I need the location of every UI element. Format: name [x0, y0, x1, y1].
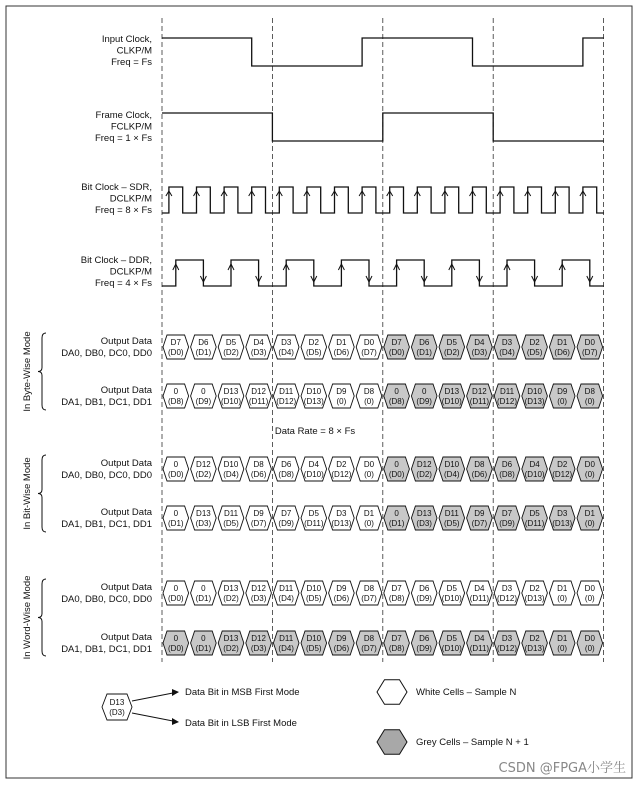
bit-clock-ddr-label: Freq = 4 × Fs — [94, 278, 152, 289]
bit-row-b-cell-top: D1 — [584, 509, 595, 518]
word-row-a-cell-bottom: (D12) — [496, 594, 518, 603]
word-row-a-cell-top: D4 — [474, 584, 485, 593]
byte-row-b-cell-bottom: (D9) — [416, 397, 432, 406]
bit-row-b-cell-top: D11 — [223, 509, 239, 518]
bit-row-a-cell-bottom: (D10) — [303, 470, 324, 479]
word-row-b-cell-bottom: (D2) — [223, 644, 239, 653]
byte-row-b-cell-bottom: (D8) — [388, 397, 405, 406]
word-row-b-cell-top: D6 — [419, 634, 430, 643]
byte-row-b-cell-bottom: (0) — [364, 397, 374, 406]
bit-row-a-cell-bottom: (D12) — [331, 470, 352, 479]
byte-row-a-cell-bottom: (D5) — [306, 348, 322, 357]
word-row-a-cell-bottom: (D3) — [250, 594, 267, 603]
bit-row-b-cell-bottom: (D1) — [168, 519, 184, 528]
input-clock-label: Input Clock, — [101, 34, 152, 45]
byte-row-b-cell-bottom: (D10) — [220, 397, 242, 406]
word-row-b-cell-bottom: (D12) — [496, 644, 518, 653]
word-row-a-cell-top: D3 — [501, 584, 513, 593]
word-row-a-cell-bottom: (0) — [584, 594, 595, 603]
frame-clock-label: Freq = 1 × Fs — [94, 133, 152, 144]
byte-row-a-cell-top: D4 — [474, 338, 485, 347]
bit-row-b-cell-bottom: (D13) — [552, 519, 573, 528]
byte-row-a-cell-bottom: (D6) — [554, 348, 570, 357]
white-legend-text: White Cells – Sample N — [416, 687, 517, 698]
byte-row-a-cell-top: D6 — [419, 338, 430, 347]
byte-row-a-cell-top: D5 — [225, 338, 237, 347]
byte-row-b-cell-top: D13 — [223, 387, 239, 396]
byte-row-a-cell-bottom: (D0) — [168, 348, 184, 357]
word-row-a-cell-top: D13 — [223, 584, 239, 593]
bit-row-b-cell-bottom: (D7) — [471, 519, 488, 528]
bit-row-b-cell-top: D9 — [474, 509, 485, 518]
byte-row-b-cell-bottom: (D13) — [303, 397, 324, 406]
byte-row-b-cell-top: D8 — [584, 387, 595, 396]
bit-row-b-cell-bottom: (D11) — [304, 519, 324, 528]
lsb-legend-text: Data Bit in LSB First Mode — [185, 718, 297, 729]
word-row-a-cell-bottom: (D10) — [441, 594, 462, 603]
bit-row-b-cell-bottom: (D7) — [250, 519, 267, 528]
bit-row-b-cell-top: D5 — [308, 509, 319, 518]
bit-row-a-cell-top: D6 — [501, 460, 513, 469]
byte-row-a-cell-top: D5 — [446, 338, 457, 347]
bit-row-a-cell-bottom: (D2) — [416, 470, 432, 479]
word-row-a-cell-bottom: (D7) — [361, 594, 377, 603]
bit-row-a-cell-bottom: (D12) — [552, 470, 573, 479]
byte-row-b-cell-top: 0 — [421, 387, 427, 396]
word-row-a-cell-bottom: (D1) — [195, 594, 212, 603]
bit-row-b-cell-top: 0 — [394, 509, 399, 518]
word-row-a-cell-bottom: (D9) — [416, 594, 432, 603]
bit-row-a-cell-bottom: (D6) — [250, 470, 267, 479]
bit-row-b-cell-bottom: (D3) — [195, 519, 212, 528]
byte-row-b-cell-bottom: (D10) — [441, 397, 462, 406]
frame-clock-wave — [162, 113, 604, 141]
word-row-a-channels-label: DA0, DB0, DC0, DD0 — [61, 594, 152, 605]
word-row-a-cell-top: D9 — [336, 584, 347, 593]
bit-row-a-cell-top: D12 — [196, 460, 211, 469]
bit-mode-label: In Bit-Wise Mode — [22, 457, 33, 530]
byte-row-b-cell-top: D12 — [472, 387, 487, 396]
word-row-a-cell-top: D5 — [446, 584, 457, 593]
word-row-b-cell-top: D12 — [251, 634, 266, 643]
bit-row-a-channels-label: DA0, DB0, DC0, DD0 — [61, 470, 152, 481]
example-cell-bottom: (D3) — [109, 708, 125, 717]
byte-row-b-cell-bottom: (0) — [584, 397, 595, 406]
bit-row-b-cell-top: 0 — [173, 509, 179, 518]
byte-row-b-output-label: Output Data — [100, 385, 152, 396]
bit-row-b-cell-bottom: (0) — [364, 519, 374, 528]
bit-clock-ddr-label: Bit Clock – DDR, — [80, 255, 152, 266]
msb-arrowhead — [172, 689, 179, 696]
byte-row-b-cell-top: D11 — [499, 387, 515, 396]
word-row-b-cell-top: D2 — [529, 634, 540, 643]
word-row-a-cell-top: D11 — [279, 584, 294, 593]
word-mode-brace — [38, 579, 46, 656]
bit-row-a-output-label: Output Data — [100, 458, 152, 469]
word-row-b-cell-bottom: (D7) — [361, 644, 377, 653]
word-row-b-channels-label: DA1, DB1, DC1, DD1 — [61, 644, 152, 655]
byte-row-a-cell-bottom: (D1) — [195, 348, 212, 357]
word-row-b-cell-bottom: (D11) — [469, 644, 490, 653]
word-row-a-cell-bottom: (D5) — [306, 594, 322, 603]
word-row-b-cell-bottom: (D1) — [195, 644, 212, 653]
byte-row-a-cell-bottom: (D7) — [361, 348, 377, 357]
lsb-arrowhead — [172, 718, 179, 725]
byte-row-a-cell-top: D1 — [336, 338, 347, 347]
byte-row-b-cell-top: D13 — [444, 387, 460, 396]
byte-row-a-cell-bottom: (D2) — [223, 348, 239, 357]
word-row-b-cell-top: 0 — [173, 634, 179, 643]
frame-clock-label: Frame Clock, — [95, 110, 152, 121]
byte-row-b-cell-bottom: (D12) — [276, 397, 297, 406]
word-row-a-cell-bottom: (D0) — [168, 594, 184, 603]
word-row-a-cell-top: D6 — [419, 584, 430, 593]
bit-row-b-cell-bottom: (D9) — [499, 519, 515, 528]
word-row-b-cell-top: D13 — [223, 634, 239, 643]
word-row-a-cell-bottom: (D4) — [278, 594, 294, 603]
bit-row-b-cell-top: D9 — [253, 509, 264, 518]
bit-row-a-cell-top: D8 — [474, 460, 485, 469]
byte-row-b-cell-bottom: (0) — [557, 397, 568, 406]
word-row-b-cell-top: D7 — [391, 634, 402, 643]
bit-clock-sdr-label: DCLKP/M — [109, 193, 152, 205]
bit-row-b-cell-top: D3 — [336, 509, 347, 518]
byte-row-b-cell-top: 0 — [173, 387, 179, 396]
bit-clock-sdr-label: Freq = 8 × Fs — [94, 205, 152, 216]
word-row-b-cell-bottom: (D8) — [388, 644, 405, 653]
word-row-a-cell-bottom: (D6) — [333, 594, 350, 603]
white-cell-key — [377, 680, 407, 705]
byte-row-a-cell-bottom: (D4) — [278, 348, 294, 357]
word-row-b-cell-bottom: (D5) — [306, 644, 322, 653]
input-clock-label: Freq = Fs — [111, 57, 152, 68]
byte-row-a-cell-bottom: (D2) — [444, 348, 460, 357]
bit-row-b-cell-bottom: (D5) — [223, 519, 239, 528]
word-row-b-cell-top: D4 — [474, 634, 485, 643]
word-mode-label: In Word-Wise Mode — [22, 575, 33, 660]
bit-row-b-cell-bottom: (D5) — [444, 519, 460, 528]
word-row-a-cell-bottom: (D8) — [388, 594, 405, 603]
bit-row-a-cell-bottom: (D2) — [195, 470, 212, 479]
byte-row-b-channels-label: DA1, DB1, DC1, DD1 — [61, 397, 152, 408]
lsb-arrow — [132, 713, 178, 722]
bit-row-b-cell-bottom: (0) — [584, 519, 595, 528]
word-row-b-cell-top: D10 — [306, 634, 322, 643]
example-cell-top: D13 — [109, 698, 125, 707]
byte-row-a-cell-bottom: (D6) — [333, 348, 350, 357]
byte-row-a-cell-top: D3 — [281, 338, 292, 347]
bit-clock-ddr-label: DCLKP/M — [109, 266, 152, 278]
byte-row-a-cell-top: D7 — [170, 338, 181, 347]
word-row-a-cell-bottom: (D13) — [524, 594, 545, 603]
bit-row-a-cell-top: D0 — [584, 460, 595, 469]
byte-row-a-cell-bottom: (D7) — [582, 348, 598, 357]
bit-row-a-cell-top: D0 — [363, 460, 375, 469]
byte-row-b-cell-bottom: (D11) — [469, 397, 490, 406]
byte-row-a-cell-bottom: (D3) — [471, 348, 488, 357]
byte-mode-label: In Byte-Wise Mode — [22, 331, 33, 412]
bit-row-a-cell-bottom: (D8) — [499, 470, 515, 479]
word-row-b-cell-top: D8 — [363, 634, 375, 643]
word-row-b-cell-bottom: (0) — [557, 644, 568, 653]
word-row-a-cell-top: D0 — [584, 584, 595, 593]
byte-mode-brace — [38, 333, 46, 410]
word-row-a-cell-top: D1 — [557, 584, 568, 593]
word-row-a-cell-top: D12 — [251, 584, 266, 593]
bit-row-b-cell-bottom: (D3) — [416, 519, 432, 528]
byte-row-a-cell-top: D3 — [501, 338, 513, 347]
bit-row-a-cell-bottom: (D0) — [388, 470, 405, 479]
grey-legend-text: Grey Cells – Sample N + 1 — [416, 737, 529, 748]
word-row-b-cell-top: D3 — [501, 634, 513, 643]
byte-row-b-cell-top: 0 — [201, 387, 206, 396]
bit-row-b-cell-bottom: (D1) — [388, 519, 405, 528]
bit-row-a-cell-top: D6 — [281, 460, 292, 469]
word-row-a-cell-top: D8 — [363, 584, 375, 593]
word-row-a-cell-bottom: (D11) — [469, 594, 490, 603]
bit-row-a-cell-top: D2 — [336, 460, 347, 469]
word-row-b-cell-bottom: (D10) — [441, 644, 462, 653]
word-row-b-cell-top: D5 — [446, 634, 457, 643]
word-row-b-output-label: Output Data — [100, 632, 152, 643]
word-row-a-cell-bottom: (0) — [557, 594, 568, 603]
bit-row-b-cell-top: D7 — [281, 509, 292, 518]
data-rate-label: Data Rate = 8 × Fs — [274, 426, 356, 437]
bit-row-a-cell-top: 0 — [173, 460, 179, 469]
bit-row-b-cell-bottom: (D9) — [278, 519, 294, 528]
byte-row-b-cell-top: D8 — [363, 387, 375, 396]
byte-row-a-cell-top: D0 — [363, 338, 375, 347]
word-row-a-cell-top: D7 — [391, 584, 402, 593]
byte-row-a-cell-top: D2 — [308, 338, 319, 347]
bit-row-a-cell-top: D10 — [223, 460, 239, 469]
bit-row-a-cell-top: D12 — [416, 460, 432, 469]
byte-row-a-cell-bottom: (D4) — [499, 348, 515, 357]
word-row-b-cell-top: D1 — [557, 634, 568, 643]
bit-row-a-cell-top: D2 — [557, 460, 568, 469]
bit-row-a-cell-bottom: (D4) — [223, 470, 239, 479]
byte-row-a-output-label: Output Data — [100, 336, 152, 347]
byte-row-a-cell-bottom: (D5) — [526, 348, 543, 357]
byte-row-b-cell-top: 0 — [394, 387, 399, 396]
byte-row-a-cell-bottom: (D1) — [416, 348, 432, 357]
word-row-a-cell-top: D2 — [529, 584, 540, 593]
word-row-a-cell-top: 0 — [173, 584, 179, 593]
bit-row-b-cell-top: D13 — [416, 509, 432, 518]
byte-row-a-cell-top: D1 — [557, 338, 568, 347]
byte-row-b-cell-top: D9 — [557, 387, 568, 396]
byte-row-a-cell-top: D4 — [253, 338, 264, 347]
bit-row-a-cell-bottom: (D8) — [278, 470, 294, 479]
word-row-b-cell-top: 0 — [201, 634, 206, 643]
word-row-b-cell-bottom: (D0) — [168, 644, 184, 653]
byte-row-b-cell-bottom: (D11) — [248, 397, 269, 406]
msb-arrow — [132, 692, 178, 701]
bit-clock-sdr-label: Bit Clock – SDR, — [81, 182, 152, 193]
bit-row-a-cell-bottom: (0) — [364, 470, 374, 479]
word-row-a-cell-top: D10 — [306, 584, 322, 593]
bit-row-b-channels-label: DA1, DB1, DC1, DD1 — [61, 519, 152, 530]
bit-row-a-cell-bottom: (0) — [584, 470, 595, 479]
word-row-b-cell-top: D9 — [336, 634, 347, 643]
bit-row-a-cell-top: D4 — [308, 460, 319, 469]
word-row-b-cell-top: D11 — [279, 634, 294, 643]
byte-row-b-cell-top: D10 — [306, 387, 322, 396]
byte-row-b-cell-bottom: (0) — [336, 397, 347, 406]
word-row-b-cell-bottom: (0) — [584, 644, 595, 653]
bit-row-b-cell-top: D11 — [444, 509, 459, 518]
byte-row-b-cell-top: D12 — [251, 387, 266, 396]
input-clock-label: CLKP/M — [116, 45, 152, 57]
word-row-b-cell-bottom: (D13) — [524, 644, 545, 653]
byte-row-a-cell-top: D2 — [529, 338, 540, 347]
word-row-b-cell-top: D0 — [584, 634, 595, 643]
bit-row-b-cell-top: D1 — [363, 509, 375, 518]
frame-clock-label: FCLKP/M — [110, 121, 152, 133]
word-row-a-cell-top: 0 — [201, 584, 206, 593]
word-row-b-cell-bottom: (D9) — [416, 644, 432, 653]
bit-row-b-output-label: Output Data — [100, 507, 152, 518]
word-row-b-cell-bottom: (D6) — [333, 644, 350, 653]
word-row-b-cell-bottom: (D4) — [278, 644, 294, 653]
byte-row-b-cell-bottom: (D9) — [195, 397, 212, 406]
bit-mode-brace — [38, 455, 46, 532]
byte-row-a-cell-top: D7 — [391, 338, 402, 347]
word-row-a-cell-bottom: (D2) — [223, 594, 239, 603]
bit-row-b-cell-top: D13 — [196, 509, 211, 518]
byte-row-a-cell-bottom: (D3) — [250, 348, 267, 357]
bit-row-b-cell-bottom: (D13) — [331, 519, 352, 528]
msb-legend-text: Data Bit in MSB First Mode — [185, 687, 300, 698]
bit-row-b-cell-top: D3 — [557, 509, 568, 518]
byte-row-b-cell-bottom: (D8) — [168, 397, 184, 406]
byte-row-b-cell-bottom: (D12) — [496, 397, 518, 406]
byte-row-b-cell-top: D9 — [336, 387, 347, 396]
byte-row-a-channels-label: DA0, DB0, DC0, DD0 — [61, 348, 152, 359]
bit-row-a-cell-bottom: (D10) — [524, 470, 545, 479]
bit-row-a-cell-top: D10 — [444, 460, 460, 469]
byte-row-b-cell-top: D10 — [527, 387, 542, 396]
word-row-a-output-label: Output Data — [100, 582, 152, 593]
bit-row-a-cell-top: D4 — [529, 460, 540, 469]
bit-row-b-cell-bottom: (D11) — [524, 519, 545, 528]
grey-cell-key — [377, 730, 407, 755]
bit-row-b-cell-top: D7 — [501, 509, 513, 518]
watermark: CSDN @FPGA小学生 — [498, 761, 626, 776]
bit-row-a-cell-bottom: (D0) — [168, 470, 184, 479]
bit-row-a-cell-bottom: (D6) — [471, 470, 488, 479]
byte-row-a-cell-bottom: (D0) — [388, 348, 405, 357]
bit-row-a-cell-bottom: (D4) — [444, 470, 460, 479]
bit-row-a-cell-top: D8 — [253, 460, 264, 469]
byte-row-b-cell-top: D11 — [279, 387, 294, 396]
byte-row-a-cell-top: D6 — [198, 338, 209, 347]
byte-row-b-cell-bottom: (D13) — [524, 397, 545, 406]
word-row-b-cell-bottom: (D3) — [250, 644, 267, 653]
bit-row-b-cell-top: D5 — [529, 509, 540, 518]
byte-row-a-cell-top: D0 — [584, 338, 595, 347]
bit-row-a-cell-top: 0 — [394, 460, 399, 469]
